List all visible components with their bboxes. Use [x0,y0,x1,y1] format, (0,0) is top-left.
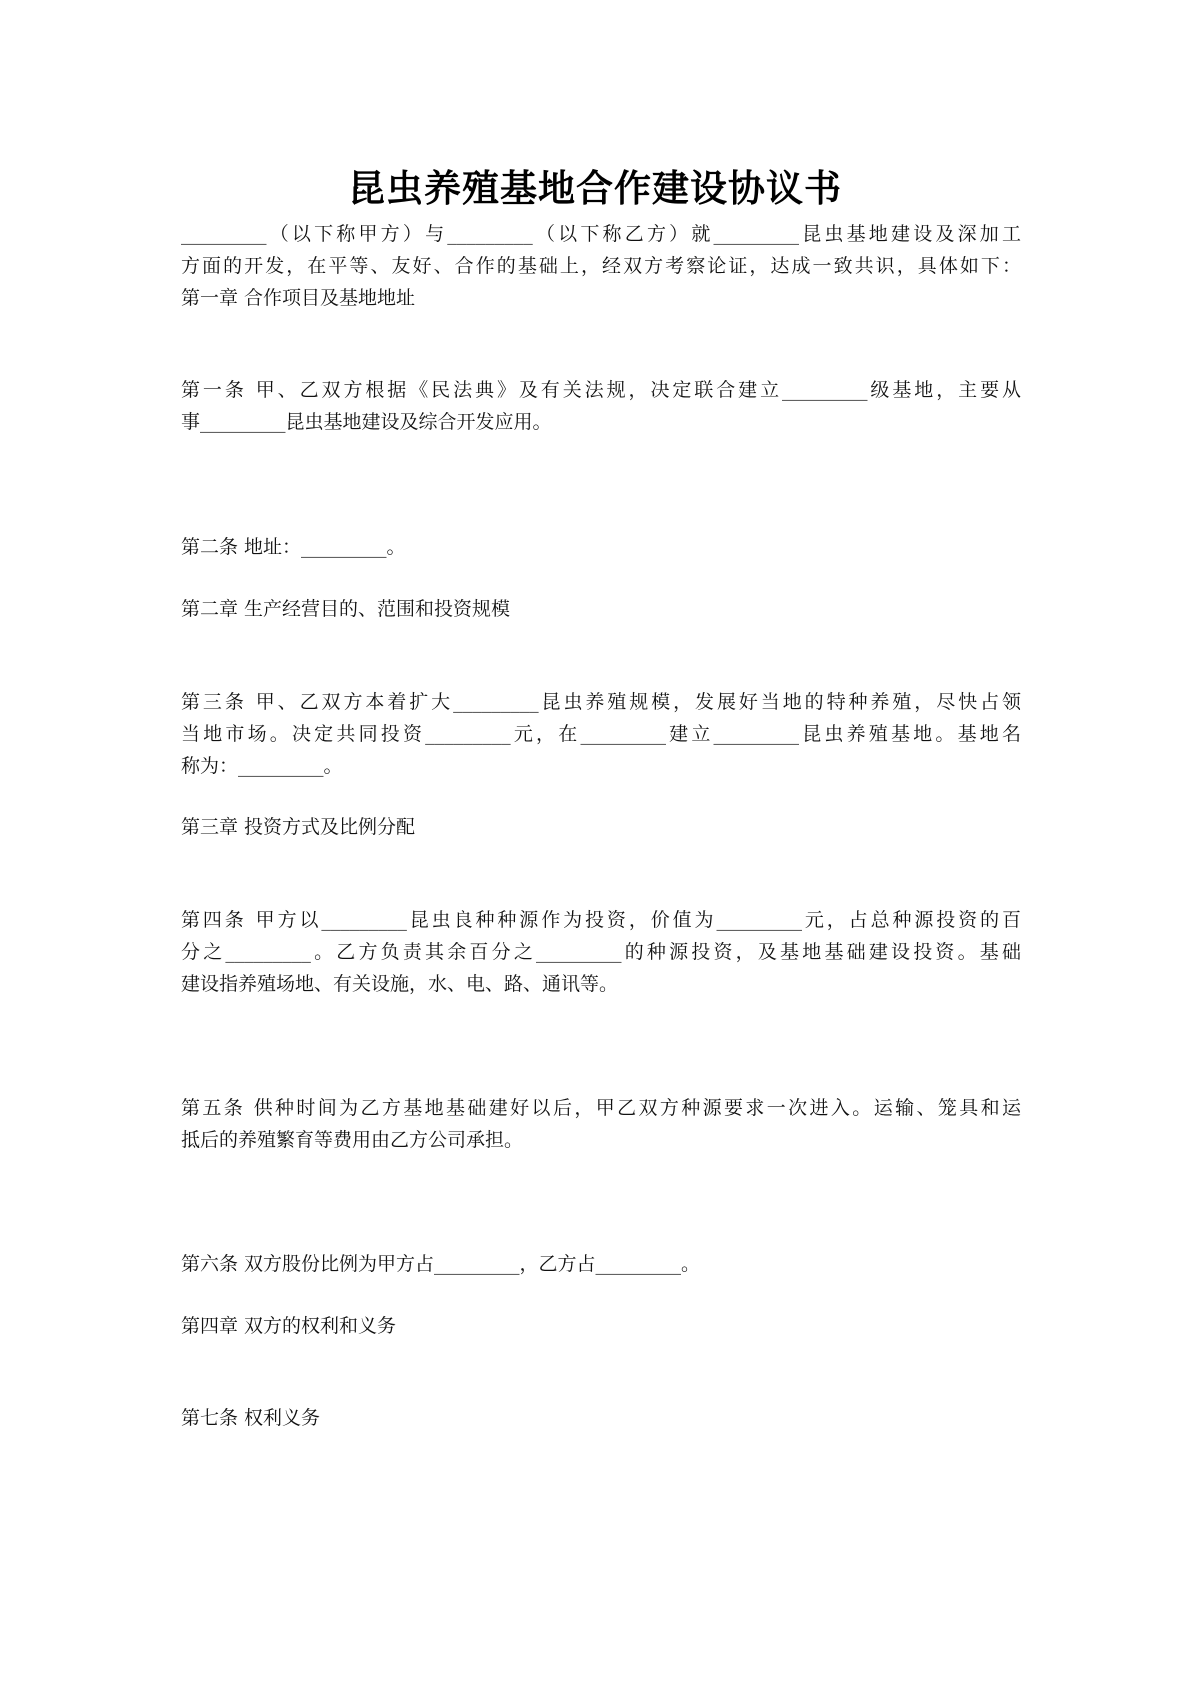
document-title: 昆虫养殖基地合作建设协议书 [348,166,842,210]
article-text: 称为：_________。 [181,755,343,777]
article-text: 第二条 地址：_________。 [181,536,406,558]
article-text: 第六条 双方股份比例为甲方占_________，乙方占_________。 [181,1253,701,1275]
article-text: 当地市场。决定共同投资_________元，在_________建立_________昆虫养殖基地。基地名 [181,723,1021,745]
chapter-heading: 第三章 投资方式及比例分配 [181,816,416,838]
chapter-heading: 第四章 双方的权利和义务 [181,1315,397,1337]
article-text: 事_________昆虫基地建设及综合开发应用。 [181,411,552,433]
article-text: 第五条 供种时间为乙方基地基础建好以后，甲乙双方种源要求一次进入。运输、笼具和运 [181,1097,1021,1119]
article-text: 第四条 甲方以_________昆虫良种种源作为投资，价值为_________元，占总种源投资的百 [181,909,1021,931]
chapter-heading: 第一章 合作项目及基地地址 [181,287,416,309]
chapter-heading: 第二章 生产经营目的、范围和投资规模 [181,598,511,620]
article-text: 第一条 甲、乙双方根据《民法典》及有关法规，决定联合建立_________级基地，主要从 [181,379,1021,401]
article-text: 抵后的养殖繁育等费用由乙方公司承担。 [181,1129,524,1151]
article-text: 第三条 甲、乙双方本着扩大_________昆虫养殖规模，发展好当地的特种养殖，尽快占领 [181,691,1021,713]
article-text: 第七条 权利义务 [181,1407,321,1429]
intro-text: _________（以下称甲方）与_________（以下称乙方）就_________昆虫基地建设及深加工 [181,223,1021,245]
article-text: 分之_________。乙方负责其余百分之_________的种源投资，及基地基础建设投资。基础 [181,941,1021,963]
intro-text: 方面的开发，在平等、友好、合作的基础上，经双方考察论证，达成一致共识，具体如下： [181,255,1021,277]
article-text: 建设指养殖场地、有关设施，水、电、路、通讯等。 [181,973,619,995]
